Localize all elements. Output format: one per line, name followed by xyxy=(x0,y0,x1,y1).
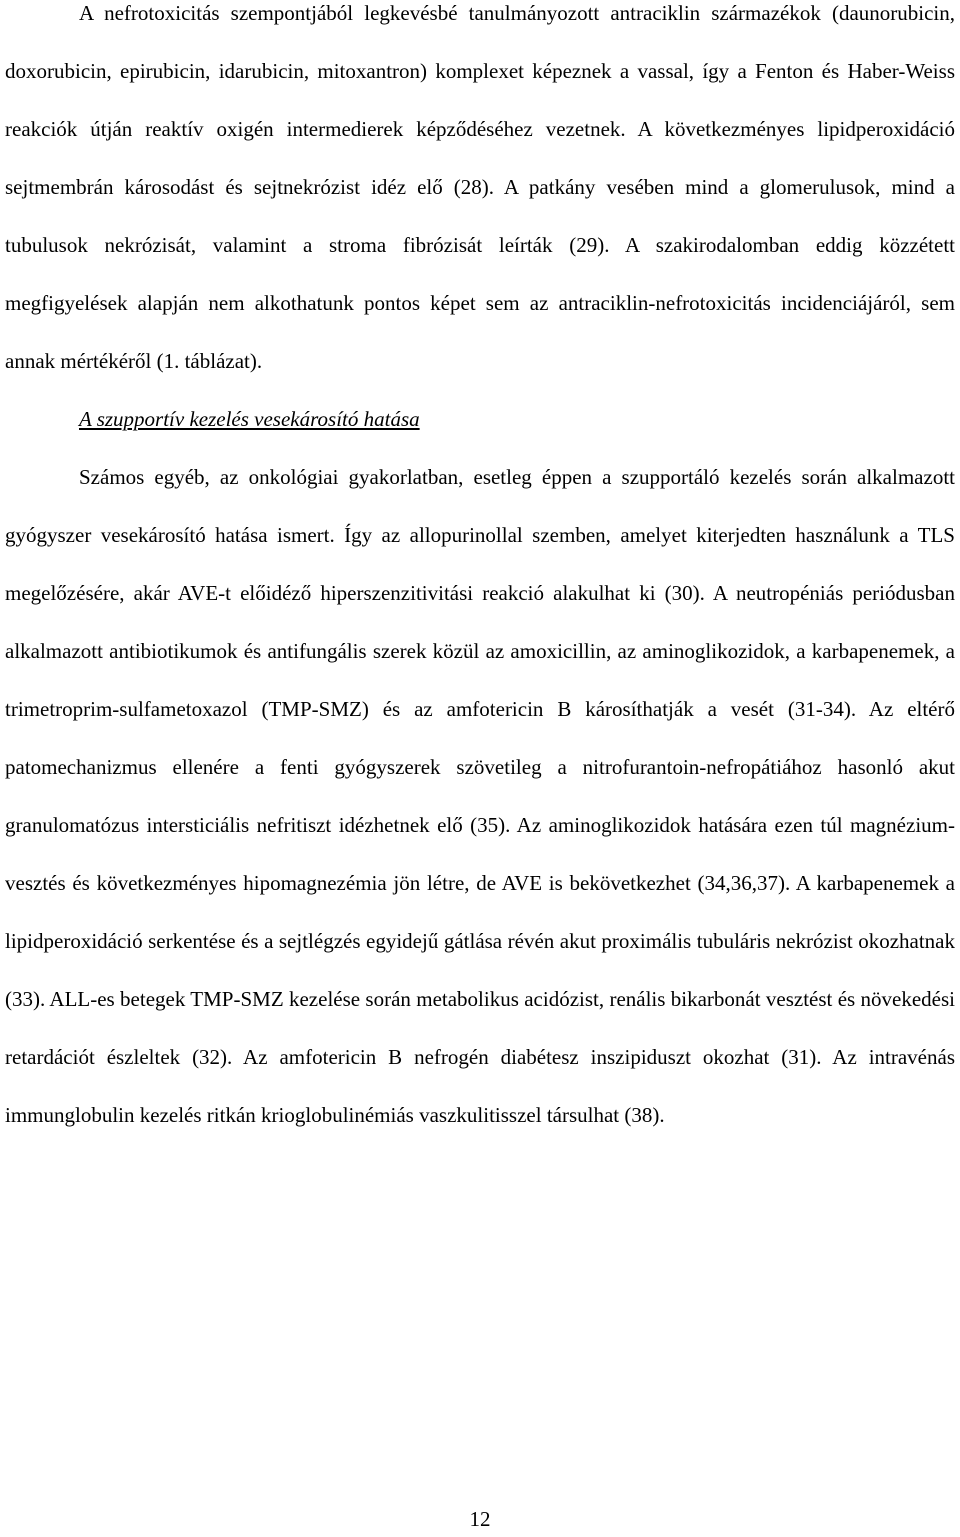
body-paragraph-supportive-care: Számos egyéb, az onkológiai gyakorlatban, esetleg éppen a szupportáló kezelés során alkalmazott gyógyszer vesekárosító hatása ismert. Így az allopurinollal szemben, amelyet kiterjedten használunk a TLS megelőzésére, akár AVE-t előidéző hiperszenzitivitási reakció alakulhat ki (30). A neutropéniás periódusban alkalmazott antibiotikumok és antifungális szerek közül az amoxicillin, az aminoglikozidok, a karbapenemek, a trimetroprim-sulfametoxazol (TMP-SMZ) és az amfotericin B károsíthatják a vesét (31-34). Az eltérő patomechanizmus ellenére a fenti gyógyszerek szövetileg a nitrofurantoin-nefropátiához hasonló akut granulomatózus intersticiális nefritiszt idézhetnek elő (35). Az aminoglikozidok hatására ezen túl magnézium-vesztés és következményes hipomagnezémia jön létre, de AVE is bekövetkezhet (34,36,37). A karbapenemek a lipidperoxidáció serkentése és a sejtlégzés egyidejű gátlása révén akut proximális tubuláris nekrózist okozhatnak (33). ALL-es betegek TMP-SMZ kezelése során metabolikus acidózist, renális bikarbonát vesztést és növekedési retardációt észleltek (32). Az amfotericin B nefrogén diabétesz inszipiduszt okozhat (31). Az intravénás immunglobulin kezelés ritkán krioglobulinémiás vaszkulitisszel társulhat (38). xyxy=(5,465,955,1127)
page-number: 12 xyxy=(469,1507,491,1531)
section-heading: A szupportív kezelés vesekárosító hatása xyxy=(79,407,420,431)
document-page xyxy=(5,0,955,1144)
body-paragraph-antracycline: A nefrotoxicitás szempontjából legkevésbé tanulmányozott antraciklin származékok (daunorubicin, doxorubicin, epirubicin, idarubicin, mitoxantron) komplexet képeznek a vassal, így a Fenton és Haber-Weiss reakciók útján reaktív oxigén intermedierek képződéséhez vezetnek. A következményes lipidperoxidáció sejtmembrán károsodást és sejtnekrózist idéz elő (28). A patkány vesében mind a glomerulusok, mind a tubulusok nekrózisát, valamint a stroma fibrózisát leírták (29). A szakirodalomban eddig közzétett megfigyelések alapján nem alkothatunk pontos képet sem az antraciklin-nefrotoxicitás incidenciájáról, sem annak mértékéről (1. táblázat). xyxy=(5,1,955,373)
